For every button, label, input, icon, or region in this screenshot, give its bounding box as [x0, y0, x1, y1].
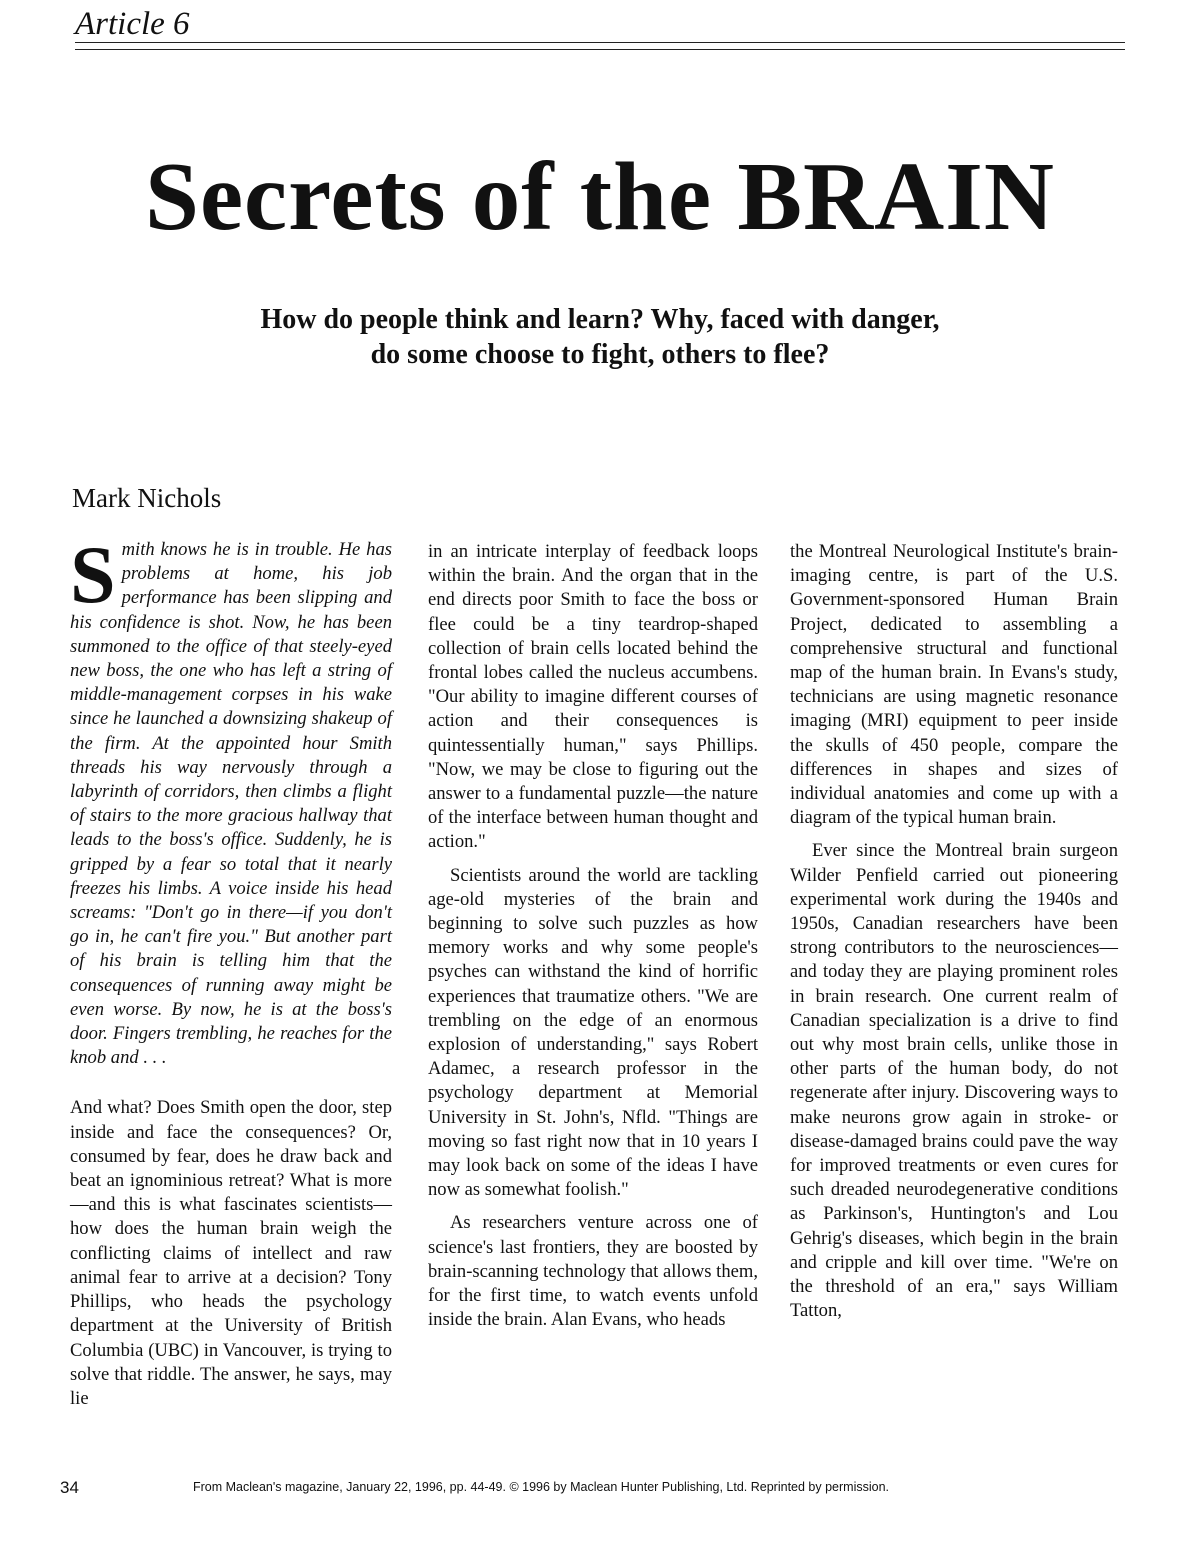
subtitle-line-2: do some choose to fight, others to flee? — [370, 339, 830, 370]
page-header — [75, 4, 1125, 54]
author-byline: Mark Nichols — [72, 483, 222, 513]
article-subtitle — [0, 302, 1200, 372]
article-title: Secrets of the BRAIN — [145, 143, 1055, 250]
body-paragraph: in an intricate interplay of feedback loops within the brain. And the organ that in the end directs poor Smith to face the boss or flee could be a tiny teardrop-shaped collection of brain cells located behind the frontal lobes called the nucleus accumbens. "Our ability to imagine different courses of action and their consequences is quintessentially human," says Phillips. "Now, we may be close to figuring out the answer to a fundamental puzzle—the nature of the interface between human thought and action." — [428, 541, 758, 853]
section-gap — [70, 1070, 392, 1096]
header-rule-top — [75, 42, 1125, 43]
lead-paragraph — [70, 529, 392, 1070]
text-column-2 — [428, 540, 758, 1333]
header-rule-bottom — [75, 49, 1125, 50]
text-column-1 — [70, 529, 392, 1411]
text-column-3 — [790, 540, 1118, 1324]
page-number: 34 — [60, 1478, 79, 1497]
body-paragraph: Scientists around the world are tackling age-old mysteries of the brain and beginning to solve such puzzles as how memory works and why some people's psyches can withstand the kind of horrific experiences that traumatize others. "We are trembling on the edge of an enormous explosion of understanding," says Robert Adamec, a research professor in the psychology department at Memorial University in St. John's, Nfld. "Things are moving so fast right now that in 10 years I may look back on some of the ideas I have now as somewhat foolish." — [428, 864, 758, 1201]
body-paragraph: And what? Does Smith open the door, step inside and face the consequences? Or, consumed by fear, does he draw back and beat an ignominious retreat? What is more—and this is what fascinates scientists—how does the human brain weigh the conflicting claims of intellect and raw animal fear to arrive at a decision? Tony Phillips, who heads the psychology department at the University of British Columbia (UBC) in Vancouver, is trying to solve that riddle. The answer, he says, may lie — [70, 1097, 392, 1409]
page-footer — [60, 1478, 1140, 1502]
subtitle-line-1: How do people think and learn? Why, faced with danger, — [260, 304, 940, 335]
lead-paragraph-text: mith knows he is in trouble. He has problems at home, his job performance has been slipping and his confidence is shot. Now, he has been summoned to the office of that steely-eyed new boss, the one who has left a string of middle-management corpses in his wake since he launched a downsizing shakeup of the firm. At the appointed hour Smith threads his way nervously through a labyrinth of corridors, then climbs a flight of stairs to the more gracious hallway that leads to the boss's office. Suddenly, he is gripped by a fear so total that it nearly freezes his limbs. A voice inside his head screams: "Don't go in there—if you don't go in, he can't fire you." But another part of his brain is telling him that the consequences of running away might be even worse. By now, he is at the boss's door. Fingers trembling, he reaches for the knob and . . . — [70, 539, 392, 1069]
body-paragraph: As researchers venture across one of science's last frontiers, they are boosted by brain-scanning technology that allows them, for the first time, to watch events unfold inside the brain. Alan Evans, who heads — [428, 1212, 758, 1331]
source-credit: From Maclean's magazine, January 22, 1996, pp. 44-49. © 1996 by Maclean Hunter Publishing, Ltd. Reprinted by permission. — [193, 1480, 890, 1494]
body-paragraph: the Montreal Neurological Institute's brain-imaging centre, is part of the U.S. Government-sponsored Human Brain Project, dedicated to assembling a comprehensive structural and functional map of the human brain. In Evans's study, technicians are using magnetic resonance imaging (MRI) equipment to peer inside the skulls of 450 people, compare the differences in shapes and sizes of individual anatomies and come up with a diagram of the typical human brain. — [790, 541, 1118, 829]
body-paragraph: Ever since the Montreal brain surgeon Wilder Penfield carried out pioneering experimental work during the 1940s and 1950s, Canadian researchers have been strong contributors to the neurosciences—and today they are playing prominent roles in brain research. One current realm of Canadian specialization is a drive to find out why most brain cells, unlike those in other parts of the human body, do not regenerate after injury. Discovering ways to make neurons grow again in stroke- or disease-damaged brains could pave the way for improved treatments or even cures for such dreaded neurodegenerative conditions as Parkinson's, Huntington's and Lou Gehrig's diseases, which begin in the brain and cripple and kill over time. "We're on the threshold of an era," says William Tatton, — [790, 840, 1118, 1322]
drop-cap: S — [70, 529, 116, 620]
article-label: Article 6 — [75, 6, 190, 42]
